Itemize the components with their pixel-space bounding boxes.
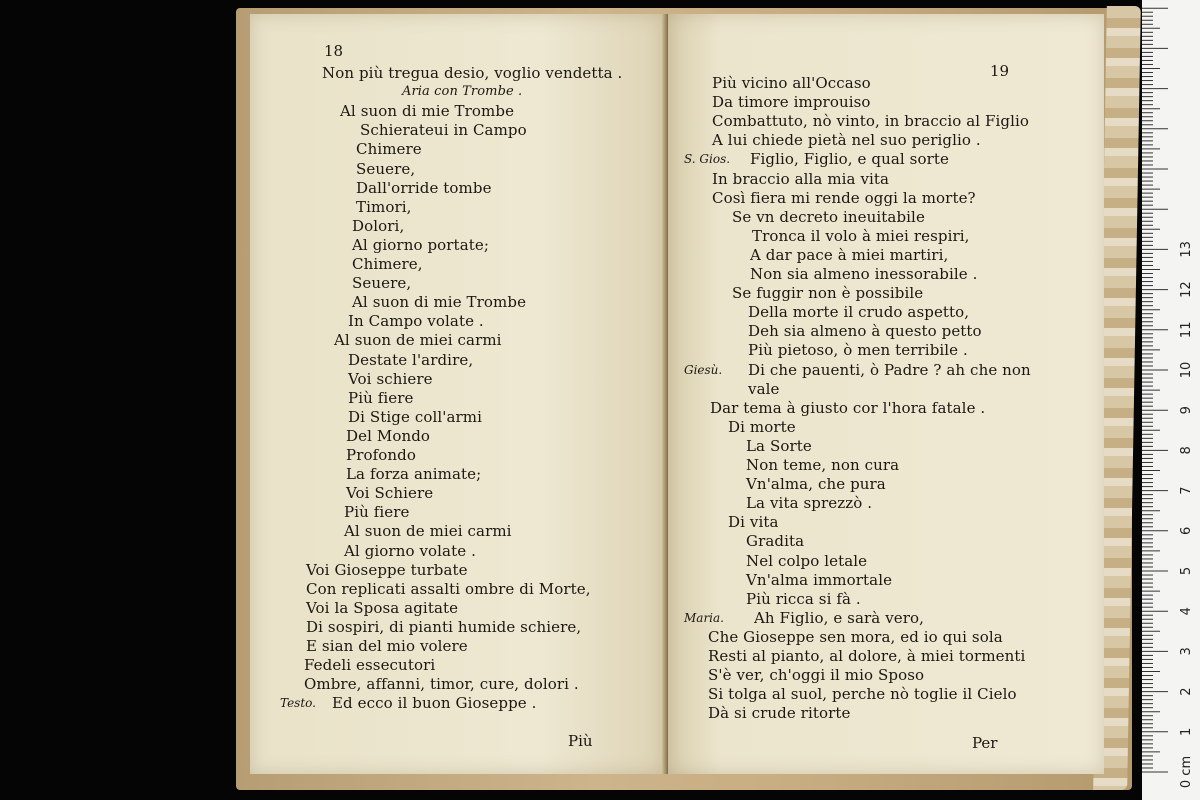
ruler-label: 4 xyxy=(1179,607,1194,616)
ruler-label: 2 xyxy=(1179,687,1194,696)
text-line: vale xyxy=(748,379,780,398)
text-line: Resti al pianto, al dolore, à miei tormenti xyxy=(708,647,1026,665)
speaker-label: Testo. xyxy=(280,696,316,711)
ruler-ticks xyxy=(1142,0,1200,800)
text-line: Fedeli essecutori xyxy=(304,656,436,675)
text-line: Ed ecco il buon Gioseppe . xyxy=(332,694,537,713)
text-line: Se fuggir non è possibile xyxy=(732,284,924,303)
text-line: Seuere, xyxy=(352,274,412,293)
text-line: Di morte xyxy=(728,417,796,436)
text-line: Voi la Sposa agitate xyxy=(306,598,459,617)
ruler-label: 10 xyxy=(1179,361,1194,379)
speaker-label: Maria. xyxy=(684,610,724,625)
text-line: Voi schiere xyxy=(348,369,433,388)
text-line: Che Gioseppe sen mora, ed io qui sola xyxy=(708,627,1003,646)
ruler-label: 8 xyxy=(1179,446,1194,455)
text-line: Di sospiri, di pianti humide schiere, xyxy=(306,617,582,636)
text-line: Più pietoso, ò men terribile . xyxy=(748,341,968,360)
text-line: Figlio, Figlio, e qual sorte xyxy=(750,150,949,169)
text-line: Deh sia almeno à questo petto xyxy=(748,322,982,341)
ruler-label: 11 xyxy=(1179,321,1194,339)
text-line: Voi Schiere xyxy=(346,484,434,503)
text-line: Al giorno portate; xyxy=(352,235,489,254)
text-line: A dar pace à miei martiri, xyxy=(750,245,949,264)
text-line: Combattuto, nò vinto, in braccio al Figlio xyxy=(712,112,1030,131)
left-page-text xyxy=(250,14,665,774)
text-line: Ombre, affanni, timor, cure, dolori . xyxy=(304,675,579,694)
text-line: Così fiera mi rende oggi la morte? xyxy=(712,188,976,207)
text-line: Seuere, xyxy=(356,159,416,178)
text-line: La forza animate; xyxy=(346,465,482,484)
text-line: Schierateui in Campo xyxy=(360,121,527,140)
ruler-label: 1 xyxy=(1179,727,1194,736)
text-line: Chimere xyxy=(356,140,422,159)
text-line: Ah Figlio, e sarà vero, xyxy=(754,608,925,627)
right-page xyxy=(668,14,1104,774)
text-line: Si tolga al suol, perche nò toglie il Cielo xyxy=(708,685,1017,704)
speaker-label: Giesù. xyxy=(684,362,723,377)
text-line: Dar tema à giusto cor l'hora fatale . xyxy=(710,398,986,417)
text-line: Di che pauenti, ò Padre ? ah che non xyxy=(748,360,1031,379)
ruler-label: 6 xyxy=(1179,526,1194,535)
ruler-label: 3 xyxy=(1179,647,1194,656)
text-line: Al suon de miei carmi xyxy=(334,331,502,350)
text-line: Se vn decreto ineuitabile xyxy=(732,207,925,226)
text-line: Della morte il crudo aspetto, xyxy=(748,303,970,322)
text-line: Dà si crude ritorte xyxy=(708,704,851,723)
text-line: Tronca il volo à miei respiri, xyxy=(752,226,970,245)
text-line: Più fiere xyxy=(344,503,410,522)
text-line: Nel colpo letale xyxy=(746,551,868,570)
text-line: Più vicino all'Occaso xyxy=(712,74,871,92)
text-line: S'è ver, ch'oggi il mio Sposo xyxy=(708,666,925,685)
text-line: Voi Gioseppe turbate xyxy=(306,560,468,579)
ruler-label: 13 xyxy=(1179,241,1194,258)
text-line: Non sia almeno inessorabile . xyxy=(750,265,978,283)
text-line: Più ricca si fà . xyxy=(746,589,861,608)
text-line: Non più tregua desio, voglio vendetta . xyxy=(322,64,623,82)
right-page-text xyxy=(668,14,1104,774)
ruler-label: 5 xyxy=(1179,566,1194,576)
left-page-number: 18 xyxy=(324,42,344,60)
text-line: Gradita xyxy=(746,532,805,551)
measuring-ruler xyxy=(1142,0,1200,800)
text-line: Più fiere xyxy=(348,388,414,407)
text-line: Dolori, xyxy=(352,216,405,235)
text-line: Di vita xyxy=(728,513,779,532)
right-catchword: Per xyxy=(972,734,998,752)
ruler-label: 7 xyxy=(1179,486,1194,495)
ruler-label: 9 xyxy=(1179,406,1194,415)
text-line: Timori, xyxy=(356,197,412,216)
left-catchword: Più xyxy=(568,732,593,750)
text-line: E sian del mio volere xyxy=(306,637,468,655)
text-line: Al suon di mie Trombe xyxy=(352,293,527,312)
text-line: A lui chiede pietà nel suo periglio . xyxy=(712,131,981,150)
text-line: Destate l'ardire, xyxy=(348,350,474,369)
text-line: In Campo volate . xyxy=(348,312,484,331)
text-line: La Sorte xyxy=(746,436,812,455)
text-line: Aria con Trombe . xyxy=(402,84,523,100)
text-line: Del Mondo xyxy=(346,426,431,445)
text-line: Profondo xyxy=(346,446,416,464)
right-page-number: 19 xyxy=(990,62,1010,80)
text-line: Al giorno volate . xyxy=(344,541,476,560)
text-line: Dall'orride tombe xyxy=(356,178,492,197)
text-line: Chimere, xyxy=(352,255,423,273)
text-line: Vn'alma immortale xyxy=(746,570,893,589)
text-line: La vita sprezzò . xyxy=(746,494,873,513)
text-line: Con replicati assalti ombre di Morte, xyxy=(306,579,591,598)
text-line: Non teme, non cura xyxy=(746,456,900,474)
left-page xyxy=(250,14,665,774)
ruler-label: 12 xyxy=(1179,281,1194,298)
speaker-label: S. Gios. xyxy=(684,152,731,167)
text-line: Vn'alma, che pura xyxy=(746,475,886,494)
text-line: Al suon di mie Trombe xyxy=(340,102,515,121)
text-line: Al suon de miei carmi xyxy=(344,522,512,541)
text-line: Di Stige coll'armi xyxy=(348,407,483,426)
text-line: Da timore improuiso xyxy=(712,93,871,112)
ruler-label: 0 cm xyxy=(1179,755,1194,789)
text-line: In braccio alla mia vita xyxy=(712,169,890,188)
